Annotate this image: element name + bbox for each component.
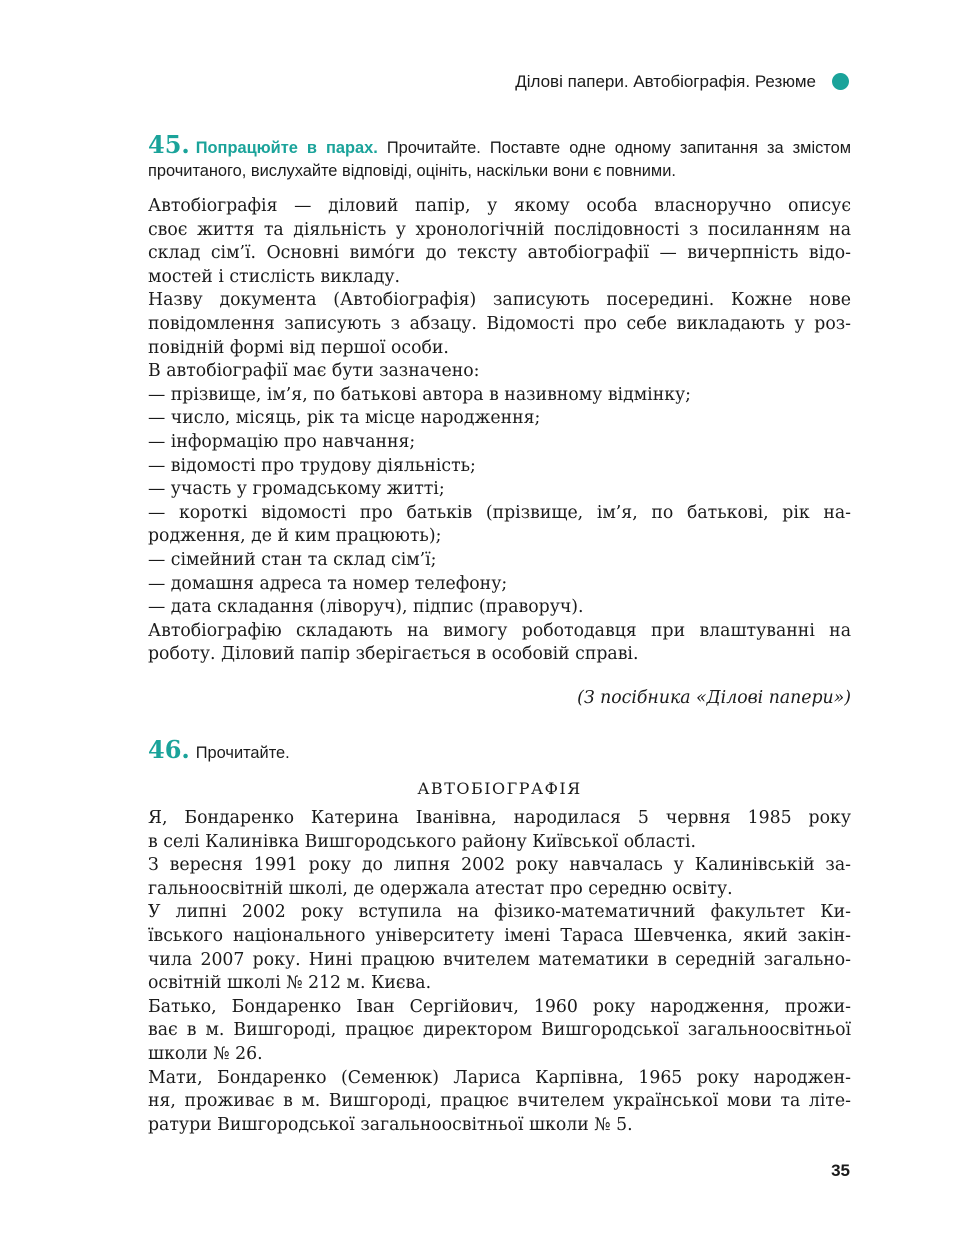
page-number: 35 [831, 1161, 850, 1180]
source-citation: (З посібника «Ділові папери») [577, 688, 851, 708]
list-item: — інформацію про навчання; [148, 431, 416, 452]
text-45 [148, 195, 851, 667]
text-line: повідомлення записують з абзацу. Відомості про себе викладають у роз- [148, 313, 851, 334]
list-item: — число, місяць, рік та місце народження; [148, 408, 541, 429]
text-line: ває в м. Вишгороді, працює директором Вишгородської загальноосвітньої [148, 1020, 851, 1041]
text-line: ратури Вишгородської загальноосвітньої школи № 5. [148, 1114, 633, 1135]
text-line: повідній формі від першої особи. [148, 337, 449, 358]
task-46 [148, 735, 851, 765]
text-line: В автобіографії має бути зазначено: [148, 361, 480, 382]
list-item: — дата складання (ліворуч), підпис (праворуч). [148, 597, 584, 618]
text-line: Автобіографія — діловий папір, у якому особа власноручно описує [148, 196, 851, 216]
text-line: освітній школі № 212 м. Києва. [148, 973, 432, 994]
text-line: ївського національного університету імені Тараса Шевченка, який закін- [148, 925, 851, 946]
text-line: склад сім’ї. Основні вимо́ги до тексту автобіографії — вичерпність відо- [148, 243, 851, 264]
list-item: — сімейний стан та склад сім’ї; [148, 549, 437, 570]
list-item: — прізвище, ім’я, по батькові автора в називному відмінку; [148, 384, 692, 405]
text-line: мостей і стислість викладу. [148, 266, 401, 287]
text-line: Мати, Бондаренко (Семенюк) Лариса Карпівна, 1965 року народжен- [148, 1067, 851, 1088]
autobiography-text [148, 807, 851, 1137]
text-line: гальноосвітній школі, де одержала атестат про середню освіту. [148, 878, 733, 899]
task-46-number: 46. [148, 735, 190, 764]
text-line: З вересня 1991 року до липня 2002 року навчалась у Калинівській за- [148, 855, 851, 876]
list-item: — короткі відомості про батьків (прізвище, ім’я, по батькові, рік на- [148, 502, 851, 523]
text-line: Назву документа (Автобіографія) записують посередині. Кожне нове [148, 290, 851, 311]
task-45-instruction: Прочитайте. Поставте одне одному запитання за змістом прочитаного, вислухайте відповіді, оцініть, наскільки вони є повними. [148, 139, 851, 180]
autobiography-title: АВТОБІОГРАФІЯ [417, 779, 582, 798]
text-line: У липні 2002 року вступила на фізико-математичний факультет Ки- [148, 902, 851, 923]
running-title: Ділові папери. Автобіографія. Резюме [515, 72, 816, 91]
text-line: чила 2007 року. Нині працюю вчителем математики в середній загально- [148, 949, 851, 970]
task-45-number: 45. [148, 130, 190, 159]
text-line: роботу. Діловий папір зберігається в особовій справі. [148, 644, 639, 665]
text-line: в селі Калинівка Вишгородського району Київської області. [148, 831, 697, 852]
text-line: Автобіографію складають на вимогу роботодавця при влаштуванні на [148, 620, 851, 641]
task-45-instruction-bold: Попрацюйте в парах. [195, 139, 378, 157]
list-item: — участь у громадському житті; [148, 479, 445, 500]
text-line: своє життя та діяльність у хронологічній послідовності з посиланням на [148, 219, 851, 240]
text-line: Батько, Бондаренко Іван Сергійович, 1960 року народження, прожи- [148, 996, 851, 1017]
list-item: родження, де й ким працюють); [148, 526, 442, 547]
task-46-instruction: Прочитайте. [195, 744, 290, 762]
text-line: школи № 26. [148, 1043, 263, 1064]
section-dot-icon [832, 73, 849, 90]
text-line: Я, Бондаренко Катерина Іванівна, народилася 5 червня 1985 року [148, 808, 851, 828]
text-line: ня, проживає в м. Вишгороді, працює вчителем української мови та літе- [148, 1091, 851, 1112]
task-45 [148, 130, 851, 183]
list-item: — відомості про трудову діяльність; [148, 455, 476, 476]
list-item: — домашня адреса та номер телефону; [148, 573, 508, 594]
